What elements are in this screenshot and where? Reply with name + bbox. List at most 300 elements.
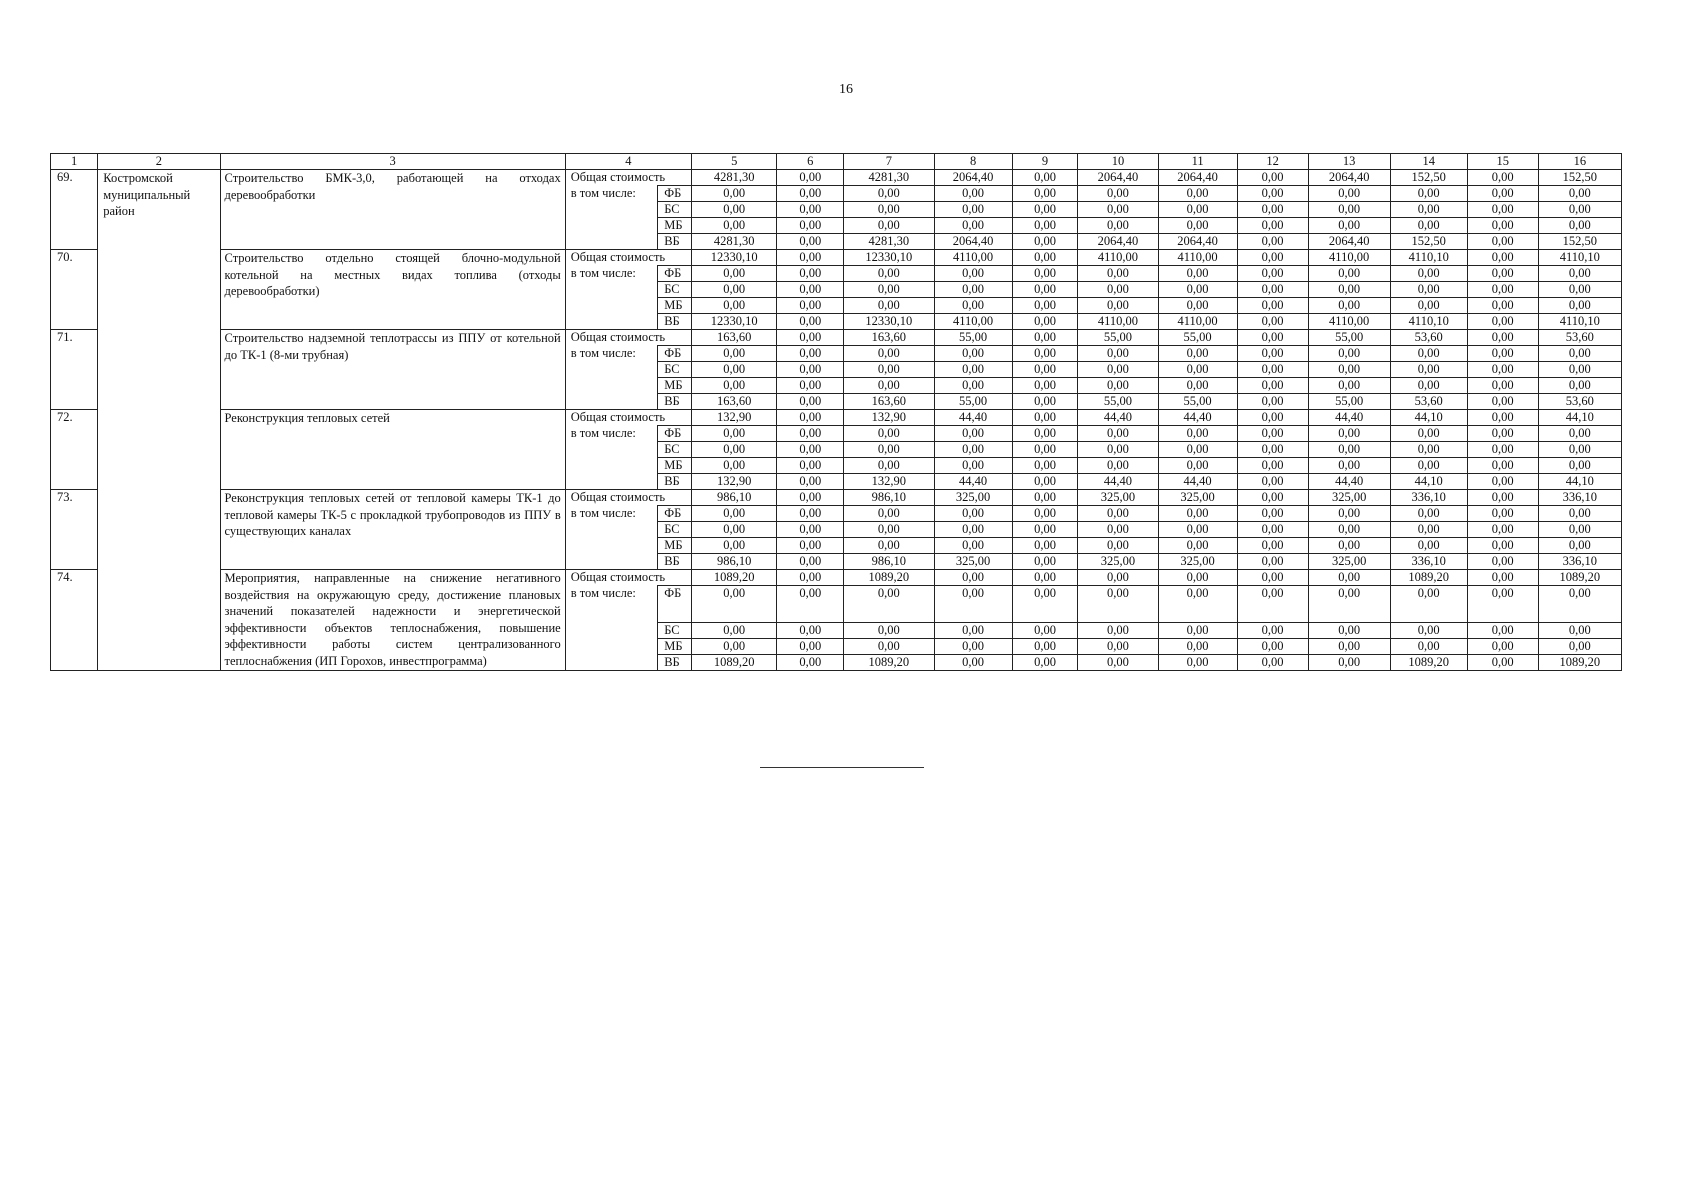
total-cost-label: Общая стоимость — [565, 170, 691, 186]
value-cell: 0,00 — [692, 442, 777, 458]
value-cell: 0,00 — [1467, 234, 1538, 250]
value-cell: 0,00 — [1308, 570, 1390, 586]
row-index: 74. — [51, 570, 98, 671]
value-cell: 44,40 — [1158, 474, 1237, 490]
value-cell: 0,00 — [692, 522, 777, 538]
value-cell: 0,00 — [934, 298, 1012, 314]
value-cell: 0,00 — [1237, 298, 1308, 314]
funding-category: БС — [658, 442, 692, 458]
value-cell: 0,00 — [1158, 186, 1237, 202]
value-cell: 0,00 — [1390, 298, 1467, 314]
funding-category: ФБ — [658, 266, 692, 282]
value-cell: 0,00 — [1237, 202, 1308, 218]
value-cell: 44,10 — [1390, 410, 1467, 426]
measure-description: Строительство отдельно стоящей блочно-модульной котельной на местных видах топлива (отходы деревообработки) — [220, 250, 565, 330]
value-cell: 0,00 — [1390, 266, 1467, 282]
value-cell: 0,00 — [934, 202, 1012, 218]
value-cell: 0,00 — [1467, 282, 1538, 298]
value-cell: 55,00 — [1078, 330, 1158, 346]
value-cell: 0,00 — [1390, 218, 1467, 234]
value-cell: 0,00 — [1078, 202, 1158, 218]
value-cell: 55,00 — [1158, 394, 1237, 410]
value-cell: 0,00 — [1308, 654, 1390, 670]
value-cell: 0,00 — [934, 638, 1012, 654]
funding-category: ФБ — [658, 186, 692, 202]
total-cost-label: Общая стоимость — [565, 410, 691, 426]
value-cell: 0,00 — [1538, 638, 1621, 654]
including-label: в том числе: — [565, 346, 657, 410]
value-cell: 12330,10 — [844, 250, 934, 266]
value-cell: 0,00 — [1158, 506, 1237, 522]
value-cell: 0,00 — [844, 426, 934, 442]
value-cell: 0,00 — [1538, 442, 1621, 458]
value-cell: 0,00 — [844, 586, 934, 623]
funding-category: ФБ — [658, 586, 692, 623]
value-cell: 325,00 — [934, 490, 1012, 506]
row-index: 72. — [51, 410, 98, 490]
value-cell: 0,00 — [1012, 638, 1078, 654]
value-cell: 0,00 — [777, 442, 844, 458]
header-cell: 6 — [777, 154, 844, 170]
value-cell: 0,00 — [934, 282, 1012, 298]
table-row — [51, 490, 1622, 506]
value-cell: 44,40 — [1158, 410, 1237, 426]
value-cell: 0,00 — [934, 506, 1012, 522]
value-cell: 0,00 — [692, 458, 777, 474]
value-cell: 0,00 — [692, 346, 777, 362]
funding-category: МБ — [658, 458, 692, 474]
table-row — [51, 410, 1622, 426]
value-cell: 1089,20 — [692, 570, 777, 586]
value-cell: 0,00 — [1538, 282, 1621, 298]
total-cost-label: Общая стоимость — [565, 490, 691, 506]
value-cell: 152,50 — [1390, 170, 1467, 186]
value-cell: 0,00 — [1308, 458, 1390, 474]
header-cell: 9 — [1012, 154, 1078, 170]
value-cell: 53,60 — [1390, 330, 1467, 346]
value-cell: 0,00 — [777, 654, 844, 670]
value-cell: 986,10 — [844, 554, 934, 570]
value-cell: 0,00 — [1467, 426, 1538, 442]
value-cell: 325,00 — [1158, 490, 1237, 506]
value-cell: 4110,00 — [934, 314, 1012, 330]
value-cell: 0,00 — [1012, 654, 1078, 670]
table-row — [51, 250, 1622, 266]
value-cell: 0,00 — [777, 250, 844, 266]
value-cell: 0,00 — [1538, 538, 1621, 554]
value-cell: 4110,10 — [1538, 314, 1621, 330]
value-cell: 986,10 — [692, 490, 777, 506]
value-cell: 0,00 — [1390, 282, 1467, 298]
value-cell: 0,00 — [777, 538, 844, 554]
value-cell: 0,00 — [1158, 442, 1237, 458]
value-cell: 0,00 — [1012, 458, 1078, 474]
value-cell: 0,00 — [1538, 362, 1621, 378]
funding-category: ФБ — [658, 506, 692, 522]
value-cell: 0,00 — [1158, 426, 1237, 442]
value-cell: 4110,00 — [1078, 250, 1158, 266]
measure-description: Реконструкция тепловых сетей — [220, 410, 565, 490]
value-cell: 0,00 — [1012, 474, 1078, 490]
value-cell: 0,00 — [1538, 202, 1621, 218]
value-cell: 0,00 — [1467, 330, 1538, 346]
value-cell: 0,00 — [1467, 506, 1538, 522]
value-cell: 0,00 — [1237, 186, 1308, 202]
row-index: 73. — [51, 490, 98, 570]
value-cell: 0,00 — [1390, 362, 1467, 378]
value-cell: 0,00 — [1538, 378, 1621, 394]
value-cell: 0,00 — [1467, 170, 1538, 186]
value-cell: 0,00 — [1012, 346, 1078, 362]
value-cell: 0,00 — [692, 298, 777, 314]
value-cell: 0,00 — [1308, 538, 1390, 554]
value-cell: 44,40 — [1308, 410, 1390, 426]
value-cell: 44,10 — [1390, 474, 1467, 490]
funding-category: МБ — [658, 298, 692, 314]
value-cell: 0,00 — [1467, 586, 1538, 623]
value-cell: 0,00 — [934, 346, 1012, 362]
value-cell: 0,00 — [1012, 490, 1078, 506]
value-cell: 0,00 — [1538, 622, 1621, 638]
value-cell: 0,00 — [1158, 622, 1237, 638]
page-number: 16 — [839, 82, 853, 97]
value-cell: 0,00 — [1078, 282, 1158, 298]
funding-category: ВБ — [658, 394, 692, 410]
value-cell: 0,00 — [1012, 314, 1078, 330]
value-cell: 1089,20 — [1538, 570, 1621, 586]
value-cell: 0,00 — [692, 638, 777, 654]
value-cell: 152,50 — [1538, 234, 1621, 250]
value-cell: 0,00 — [1237, 330, 1308, 346]
value-cell: 4110,00 — [1158, 250, 1237, 266]
value-cell: 0,00 — [777, 378, 844, 394]
value-cell: 0,00 — [1390, 458, 1467, 474]
value-cell: 325,00 — [1078, 490, 1158, 506]
value-cell: 0,00 — [1078, 426, 1158, 442]
value-cell: 325,00 — [934, 554, 1012, 570]
value-cell: 44,10 — [1538, 474, 1621, 490]
value-cell: 0,00 — [1467, 458, 1538, 474]
value-cell: 0,00 — [1078, 522, 1158, 538]
value-cell: 0,00 — [1237, 490, 1308, 506]
value-cell: 0,00 — [1308, 506, 1390, 522]
value-cell: 0,00 — [934, 570, 1012, 586]
value-cell: 44,40 — [1078, 410, 1158, 426]
value-cell: 0,00 — [1012, 378, 1078, 394]
value-cell: 0,00 — [1158, 218, 1237, 234]
value-cell: 44,40 — [934, 410, 1012, 426]
value-cell: 0,00 — [1237, 538, 1308, 554]
value-cell: 0,00 — [1012, 570, 1078, 586]
value-cell: 4110,00 — [1308, 314, 1390, 330]
value-cell: 0,00 — [934, 458, 1012, 474]
value-cell: 0,00 — [1078, 654, 1158, 670]
value-cell: 0,00 — [777, 426, 844, 442]
value-cell: 0,00 — [1467, 638, 1538, 654]
value-cell: 0,00 — [844, 362, 934, 378]
value-cell: 0,00 — [777, 490, 844, 506]
value-cell: 0,00 — [1308, 522, 1390, 538]
value-cell: 0,00 — [1308, 378, 1390, 394]
value-cell: 0,00 — [1538, 522, 1621, 538]
value-cell: 0,00 — [1237, 170, 1308, 186]
value-cell: 0,00 — [1078, 298, 1158, 314]
value-cell: 0,00 — [1012, 506, 1078, 522]
value-cell: 44,40 — [1308, 474, 1390, 490]
value-cell: 0,00 — [1158, 362, 1237, 378]
value-cell: 0,00 — [1467, 362, 1538, 378]
value-cell: 0,00 — [777, 282, 844, 298]
value-cell: 0,00 — [777, 330, 844, 346]
header-cell: 2 — [98, 154, 220, 170]
value-cell: 0,00 — [1237, 554, 1308, 570]
value-cell: 0,00 — [692, 362, 777, 378]
value-cell: 4281,30 — [844, 234, 934, 250]
value-cell: 0,00 — [1390, 638, 1467, 654]
table-row — [51, 170, 1622, 186]
value-cell: 325,00 — [1308, 490, 1390, 506]
value-cell: 0,00 — [777, 186, 844, 202]
funding-category: ФБ — [658, 426, 692, 442]
value-cell: 0,00 — [1308, 266, 1390, 282]
value-cell: 44,40 — [1078, 474, 1158, 490]
value-cell: 0,00 — [1308, 298, 1390, 314]
value-cell: 4110,10 — [1538, 250, 1621, 266]
value-cell: 2064,40 — [934, 170, 1012, 186]
value-cell: 0,00 — [1390, 186, 1467, 202]
value-cell: 152,50 — [1390, 234, 1467, 250]
header-cell: 3 — [220, 154, 565, 170]
value-cell: 0,00 — [1237, 638, 1308, 654]
value-cell: 0,00 — [777, 522, 844, 538]
value-cell: 0,00 — [1308, 622, 1390, 638]
value-cell: 0,00 — [1237, 622, 1308, 638]
table-row — [51, 330, 1622, 346]
value-cell: 163,60 — [844, 330, 934, 346]
value-cell: 0,00 — [1467, 186, 1538, 202]
value-cell: 0,00 — [844, 622, 934, 638]
value-cell: 0,00 — [1237, 458, 1308, 474]
value-cell: 0,00 — [1158, 586, 1237, 623]
value-cell: 0,00 — [934, 186, 1012, 202]
value-cell: 0,00 — [1390, 586, 1467, 623]
funding-category: МБ — [658, 638, 692, 654]
value-cell: 0,00 — [692, 282, 777, 298]
value-cell: 55,00 — [934, 394, 1012, 410]
value-cell: 325,00 — [1078, 554, 1158, 570]
value-cell: 0,00 — [1308, 186, 1390, 202]
value-cell: 0,00 — [1158, 654, 1237, 670]
value-cell: 0,00 — [1078, 218, 1158, 234]
funding-category: ВБ — [658, 654, 692, 670]
funding-category: ВБ — [658, 314, 692, 330]
value-cell: 0,00 — [934, 218, 1012, 234]
value-cell: 44,10 — [1538, 410, 1621, 426]
value-cell: 4110,00 — [934, 250, 1012, 266]
value-cell: 0,00 — [1308, 426, 1390, 442]
value-cell: 0,00 — [1237, 442, 1308, 458]
total-cost-label: Общая стоимость — [565, 570, 691, 586]
value-cell: 53,60 — [1390, 394, 1467, 410]
header-cell: 11 — [1158, 154, 1237, 170]
value-cell: 0,00 — [1467, 654, 1538, 670]
value-cell: 0,00 — [1467, 474, 1538, 490]
header-cell: 4 — [565, 154, 691, 170]
value-cell: 4110,10 — [1390, 250, 1467, 266]
value-cell: 163,60 — [844, 394, 934, 410]
value-cell: 0,00 — [777, 266, 844, 282]
value-cell: 0,00 — [1538, 218, 1621, 234]
value-cell: 336,10 — [1390, 490, 1467, 506]
value-cell: 0,00 — [934, 538, 1012, 554]
value-cell: 152,50 — [1538, 170, 1621, 186]
value-cell: 0,00 — [1158, 266, 1237, 282]
value-cell: 0,00 — [1012, 298, 1078, 314]
value-cell: 1089,20 — [1538, 654, 1621, 670]
value-cell: 0,00 — [1467, 570, 1538, 586]
value-cell: 0,00 — [1158, 282, 1237, 298]
funding-category: БС — [658, 522, 692, 538]
value-cell: 132,90 — [844, 474, 934, 490]
value-cell: 0,00 — [1467, 442, 1538, 458]
value-cell: 0,00 — [1012, 330, 1078, 346]
value-cell: 0,00 — [1467, 410, 1538, 426]
municipality-cell: Костромской муниципальный район — [98, 170, 220, 671]
value-cell: 0,00 — [1012, 426, 1078, 442]
value-cell: 0,00 — [1390, 202, 1467, 218]
value-cell: 2064,40 — [1078, 234, 1158, 250]
value-cell: 2064,40 — [1078, 170, 1158, 186]
value-cell: 0,00 — [777, 474, 844, 490]
value-cell: 0,00 — [1078, 346, 1158, 362]
header-cell: 1 — [51, 154, 98, 170]
value-cell: 0,00 — [1538, 506, 1621, 522]
value-cell: 0,00 — [1012, 394, 1078, 410]
value-cell: 0,00 — [1158, 538, 1237, 554]
table-body — [51, 170, 1622, 671]
value-cell: 0,00 — [1308, 282, 1390, 298]
header-cell: 15 — [1467, 154, 1538, 170]
value-cell: 0,00 — [1158, 202, 1237, 218]
value-cell: 0,00 — [1467, 622, 1538, 638]
value-cell: 0,00 — [1237, 234, 1308, 250]
value-cell: 0,00 — [1237, 250, 1308, 266]
funding-category: ВБ — [658, 554, 692, 570]
value-cell: 4110,00 — [1078, 314, 1158, 330]
value-cell: 0,00 — [777, 506, 844, 522]
value-cell: 325,00 — [1308, 554, 1390, 570]
value-cell: 0,00 — [1078, 266, 1158, 282]
value-cell: 0,00 — [1467, 218, 1538, 234]
value-cell: 0,00 — [777, 410, 844, 426]
value-cell: 0,00 — [1467, 554, 1538, 570]
value-cell: 0,00 — [1012, 362, 1078, 378]
value-cell: 0,00 — [1467, 346, 1538, 362]
footer-rule — [760, 767, 924, 768]
value-cell: 55,00 — [1158, 330, 1237, 346]
value-cell: 0,00 — [1237, 346, 1308, 362]
value-cell: 0,00 — [1237, 586, 1308, 623]
value-cell: 0,00 — [934, 266, 1012, 282]
including-label: в том числе: — [565, 586, 657, 671]
value-cell: 0,00 — [1237, 654, 1308, 670]
value-cell: 132,90 — [692, 410, 777, 426]
header-cell: 10 — [1078, 154, 1158, 170]
value-cell: 0,00 — [844, 522, 934, 538]
value-cell: 0,00 — [777, 554, 844, 570]
value-cell: 0,00 — [844, 266, 934, 282]
value-cell: 0,00 — [1467, 538, 1538, 554]
value-cell: 0,00 — [1237, 506, 1308, 522]
header-cell: 16 — [1538, 154, 1621, 170]
value-cell: 0,00 — [777, 622, 844, 638]
value-cell: 0,00 — [1538, 266, 1621, 282]
value-cell: 0,00 — [1078, 570, 1158, 586]
value-cell: 4281,30 — [692, 234, 777, 250]
value-cell: 0,00 — [777, 638, 844, 654]
value-cell: 163,60 — [692, 330, 777, 346]
value-cell: 0,00 — [1237, 218, 1308, 234]
value-cell: 0,00 — [692, 426, 777, 442]
value-cell: 0,00 — [1237, 282, 1308, 298]
value-cell: 0,00 — [1237, 410, 1308, 426]
value-cell: 0,00 — [1390, 506, 1467, 522]
value-cell: 0,00 — [1012, 186, 1078, 202]
table-row — [51, 570, 1622, 586]
row-index: 70. — [51, 250, 98, 330]
value-cell: 0,00 — [777, 314, 844, 330]
value-cell: 0,00 — [1078, 586, 1158, 623]
value-cell: 0,00 — [1308, 442, 1390, 458]
value-cell: 0,00 — [1078, 186, 1158, 202]
value-cell: 0,00 — [1012, 622, 1078, 638]
value-cell: 0,00 — [844, 282, 934, 298]
value-cell: 0,00 — [1467, 250, 1538, 266]
value-cell: 2064,40 — [1158, 234, 1237, 250]
value-cell: 0,00 — [844, 506, 934, 522]
value-cell: 0,00 — [1078, 362, 1158, 378]
value-cell: 336,10 — [1538, 554, 1621, 570]
value-cell: 0,00 — [934, 362, 1012, 378]
row-index: 71. — [51, 330, 98, 410]
value-cell: 0,00 — [1078, 538, 1158, 554]
value-cell: 0,00 — [1012, 170, 1078, 186]
value-cell: 0,00 — [1467, 490, 1538, 506]
value-cell: 0,00 — [1012, 202, 1078, 218]
value-cell: 0,00 — [692, 538, 777, 554]
value-cell: 55,00 — [1308, 394, 1390, 410]
including-label: в том числе: — [565, 186, 657, 250]
value-cell: 0,00 — [1308, 202, 1390, 218]
value-cell: 0,00 — [1078, 378, 1158, 394]
header-row — [51, 154, 1622, 170]
value-cell: 0,00 — [1467, 522, 1538, 538]
value-cell: 0,00 — [844, 378, 934, 394]
value-cell: 0,00 — [1390, 622, 1467, 638]
measure-description: Строительство БМК-3,0, работающей на отходах деревообработки — [220, 170, 565, 250]
value-cell: 0,00 — [1237, 394, 1308, 410]
value-cell: 0,00 — [692, 266, 777, 282]
header-cell: 13 — [1308, 154, 1390, 170]
value-cell: 2064,40 — [1308, 170, 1390, 186]
value-cell: 0,00 — [1158, 378, 1237, 394]
value-cell: 0,00 — [1390, 426, 1467, 442]
value-cell: 4110,00 — [1158, 314, 1237, 330]
value-cell: 53,60 — [1538, 330, 1621, 346]
value-cell: 0,00 — [1538, 458, 1621, 474]
value-cell: 0,00 — [1390, 538, 1467, 554]
funding-category: БС — [658, 362, 692, 378]
